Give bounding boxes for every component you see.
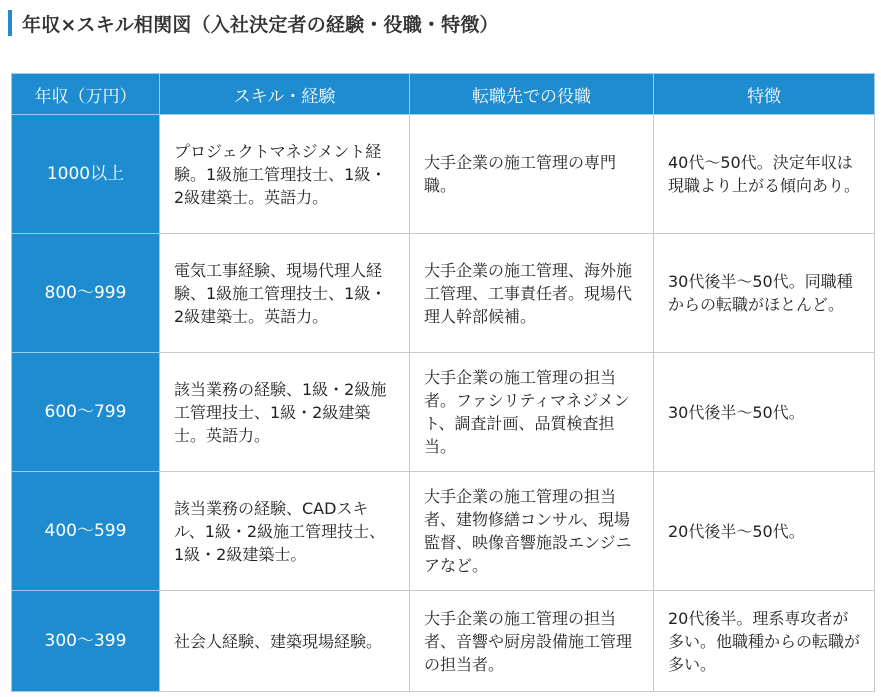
table-row — [12, 472, 875, 591]
header-salary: 年収（万円） — [12, 74, 160, 115]
features-cell: 30代後半～50代。 — [654, 353, 875, 472]
header-position: 転職先での役職 — [410, 74, 654, 115]
table-row — [12, 591, 875, 692]
skills-cell: 該当業務の経験、CADスキル、1級・2級施工管理技士、1級・2級建築士。 — [160, 472, 410, 591]
salary-skill-table — [11, 73, 875, 692]
table-row — [12, 234, 875, 353]
table-header-row — [12, 74, 875, 115]
skills-cell: 該当業務の経験、1級・2級施工管理技士、1級・2級建築士。英語力。 — [160, 353, 410, 472]
heading-accent-bar — [8, 10, 12, 36]
position-cell: 大手企業の施工管理の担当者、音響や厨房設備施工管理の担当者。 — [410, 591, 654, 692]
skills-cell: 電気工事経験、現場代理人経験、1級施工管理技士、1級・2級建築士。英語力。 — [160, 234, 410, 353]
features-cell: 20代後半～50代。 — [654, 472, 875, 591]
salary-band-cell: 600～799 — [12, 353, 160, 472]
header-skills: スキル・経験 — [160, 74, 410, 115]
salary-band-cell: 300～399 — [12, 591, 160, 692]
table-row — [12, 353, 875, 472]
salary-band-cell: 800～999 — [12, 234, 160, 353]
position-cell: 大手企業の施工管理の担当者。ファシリティマネジメント、調査計画、品質検査担当。 — [410, 353, 654, 472]
page-title: 年収×スキル相関図（入社決定者の経験・役職・特徴） — [22, 13, 499, 36]
skills-cell: プロジェクトマネジメント経験。1級施工管理技士、1級・2級建築士。英語力。 — [160, 115, 410, 234]
salary-band-cell: 1000以上 — [12, 115, 160, 234]
position-cell: 大手企業の施工管理、海外施工管理、工事責任者。現場代理人幹部候補。 — [410, 234, 654, 353]
skills-cell: 社会人経験、建築現場経験。 — [160, 591, 410, 692]
features-cell: 20代後半。理系専攻者が多い。他職種からの転職が多い。 — [654, 591, 875, 692]
salary-band-cell: 400～599 — [12, 472, 160, 591]
features-cell: 30代後半～50代。同職種からの転職がほとんど。 — [654, 234, 875, 353]
position-cell: 大手企業の施工管理の専門職。 — [410, 115, 654, 234]
features-cell: 40代～50代。決定年収は現職より上がる傾向あり。 — [654, 115, 875, 234]
section-heading — [8, 9, 499, 37]
header-features: 特徴 — [654, 74, 875, 115]
table-row — [12, 115, 875, 234]
position-cell: 大手企業の施工管理の担当者、建物修繕コンサル、現場監督、映像音響施設エンジニアなど。 — [410, 472, 654, 591]
